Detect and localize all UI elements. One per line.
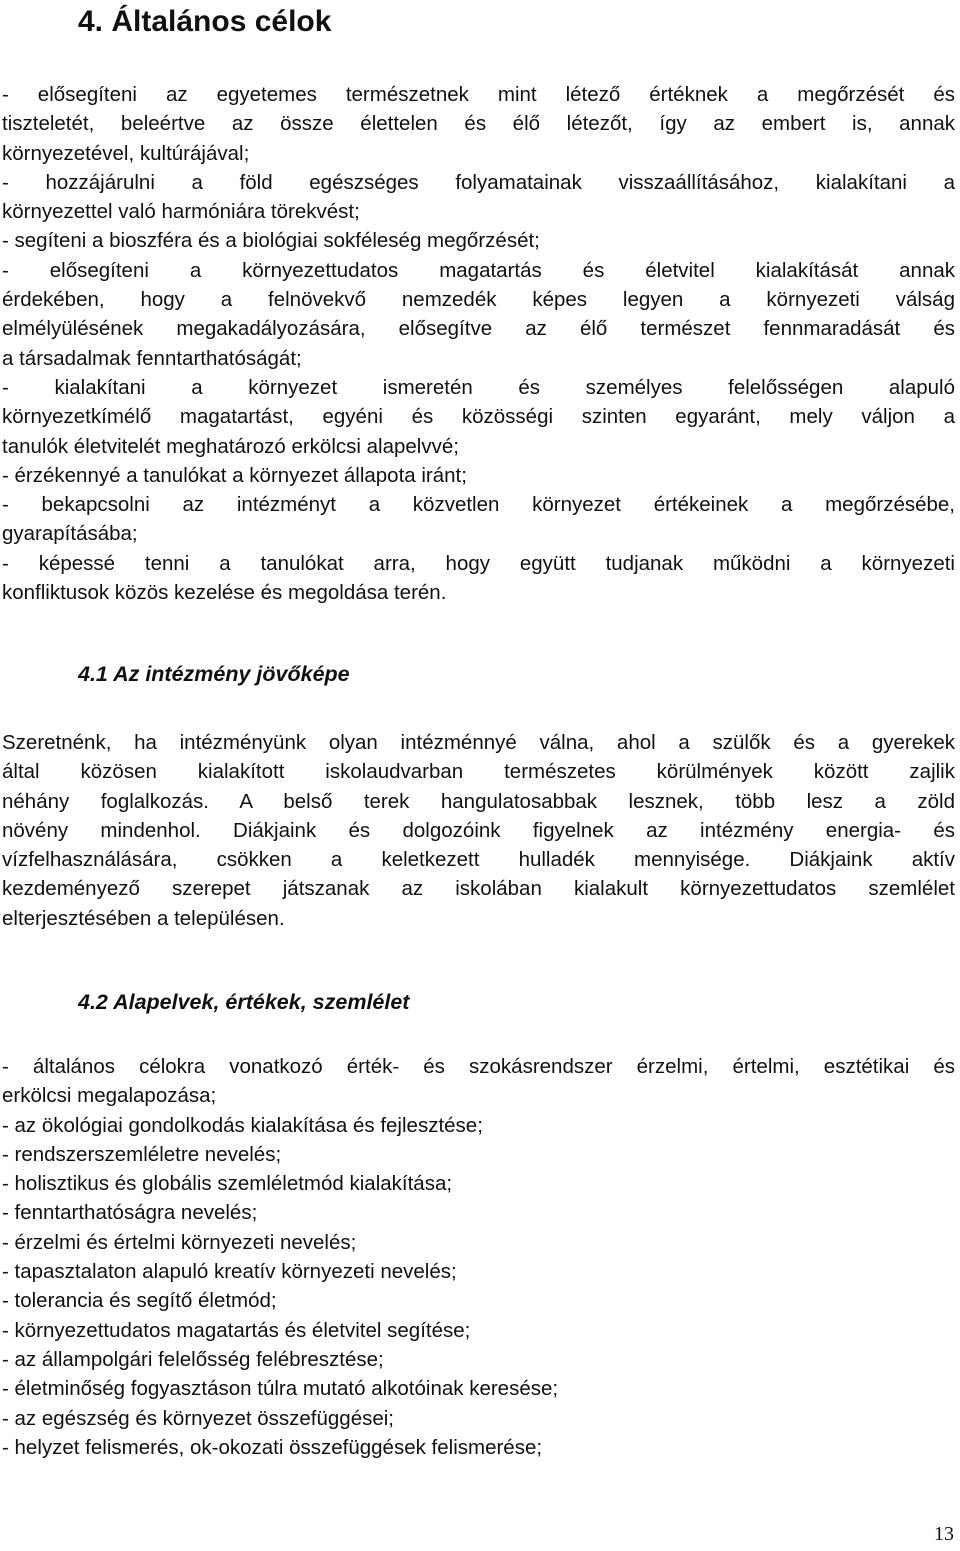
- text-line: néhány foglalkozás. A belső terek hangulatosabbak lesznek, több lesz a zöld: [2, 789, 955, 813]
- text-line: tanulók életvitelét meghatározó erkölcsi alapelvvé;: [2, 434, 459, 458]
- goal-item: [2, 373, 955, 461]
- text-line: gyarapításába;: [2, 522, 138, 546]
- list-item: [2, 1433, 955, 1462]
- text-line: - érzelmi és értelmi környezeti nevelés;: [2, 1230, 357, 1254]
- text-line: a társadalmak fenntarthatóságát;: [2, 346, 302, 370]
- text-line: elterjesztésében a településen.: [2, 906, 285, 930]
- text-line: - hozzájárulni a föld egészséges folyamatainak visszaállításához, kialakítani a: [2, 170, 955, 194]
- text-line: növény mindenhol. Diákjaink és dolgozóink figyelnek az intézmény energia- és: [2, 818, 955, 842]
- text-line: vízfelhasználására, csökken a keletkezett hulladék mennyisége. Diákjaink aktív: [2, 848, 955, 872]
- list-item: [2, 1316, 955, 1345]
- text-line: - fenntarthatóságra nevelés;: [2, 1201, 258, 1225]
- text-line: - környezettudatos magatartás és életvitel segítése;: [2, 1318, 471, 1342]
- list-item: [2, 1198, 955, 1227]
- goal-item: [2, 168, 955, 227]
- list-item: [2, 1345, 955, 1374]
- goal-item: [2, 549, 955, 608]
- text-line: - az ökológiai gondolkodás kialakítása és fejlesztése;: [2, 1113, 483, 1137]
- text-line: - életminőség fogyasztáson túlra mutató alkotóinak keresése;: [2, 1377, 559, 1401]
- vision-paragraph: [2, 728, 955, 933]
- text-line: tiszteletét, beleértve az össze élettelen és élő létezőt, így az embert is, annak: [2, 112, 955, 136]
- general-goals-list: [2, 80, 955, 607]
- list-item: [2, 1228, 955, 1257]
- text-line: - az egészség és környezet összefüggései;: [2, 1406, 394, 1430]
- text-line: - rendszerszemléletre nevelés;: [2, 1142, 282, 1166]
- section-heading-4: 4. Általános célok: [78, 5, 332, 38]
- text-line: környezetkímélő magatartást, egyéni és közösségi szinten egyaránt, mely váljon a: [2, 405, 955, 429]
- principles-list: [2, 1052, 955, 1462]
- text-line: erkölcsi megalapozása;: [2, 1084, 217, 1108]
- goal-item: [2, 256, 955, 373]
- text-line: - érzékennyé a tanulókat a környezet állapota iránt;: [2, 463, 467, 487]
- text-line: - elősegíteni a környezettudatos magatartás és életvitel kialakítását annak: [2, 258, 955, 282]
- list-item: [2, 1052, 955, 1111]
- text-line: - képessé tenni a tanulókat arra, hogy együtt tudjanak működni a környezeti: [2, 551, 955, 575]
- text-line: által közösen kialakított iskolaudvarban természetes körülmények között zajlik: [2, 760, 955, 784]
- list-item: [2, 1404, 955, 1433]
- goal-item: [2, 461, 955, 490]
- list-item: [2, 1257, 955, 1286]
- section-heading-4-2: 4.2 Alapelvek, értékek, szemlélet: [78, 990, 410, 1014]
- text-line: - általános célokra vonatkozó érték- és szokásrendszer érzelmi, értelmi, esztétikai és: [2, 1055, 955, 1078]
- page-number: 13: [934, 1523, 954, 1545]
- goal-item: [2, 80, 955, 168]
- text-line: - tolerancia és segítő életmód;: [2, 1289, 277, 1313]
- goal-item: [2, 226, 955, 255]
- text-line: - holisztikus és globális szemléletmód kialakítása;: [2, 1172, 453, 1196]
- text-line: Szeretnénk, ha intézményünk olyan intézménnyé válna, ahol a szülők és a gyerekek: [2, 731, 955, 754]
- section-heading-4-1: 4.1 Az intézmény jövőképe: [78, 662, 350, 686]
- text-line: - segíteni a bioszféra és a biológiai sokféleség megőrzését;: [2, 229, 540, 253]
- list-item: [2, 1140, 955, 1169]
- text-line: - helyzet felismerés, ok-okozati összefüggések felismerése;: [2, 1435, 543, 1459]
- text-line: érdekében, hogy a felnövekvő nemzedék képes legyen a környezeti válság: [2, 288, 955, 312]
- text-line: elmélyülésének megakadályozására, elősegítve az élő természet fennmaradását és: [2, 317, 955, 341]
- list-item: [2, 1111, 955, 1140]
- text-line: környezettel való harmóniára törekvést;: [2, 200, 360, 224]
- list-item: [2, 1374, 955, 1403]
- text-line: - kialakítani a környezet ismeretén és személyes felelősségen alapuló: [2, 375, 955, 399]
- text-line: kezdeményező szerepet játszanak az iskolában kialakult környezettudatos szemlélet: [2, 877, 955, 901]
- text-line: - az állampolgári felelősség felébresztése;: [2, 1347, 384, 1371]
- text-line: - elősegíteni az egyetemes természetnek mint létező értéknek a megőrzését és: [2, 83, 955, 106]
- text-line: - bekapcsolni az intézményt a közvetlen környezet értékeinek a megőrzésébe,: [2, 493, 955, 517]
- goal-item: [2, 490, 955, 549]
- list-item: [2, 1169, 955, 1198]
- list-item: [2, 1286, 955, 1315]
- text-line: környezetével, kultúrájával;: [2, 141, 250, 165]
- text-line: konfliktusok közös kezelése és megoldása terén.: [2, 581, 447, 605]
- text-line: - tapasztalaton alapuló kreatív környezeti nevelés;: [2, 1260, 457, 1284]
